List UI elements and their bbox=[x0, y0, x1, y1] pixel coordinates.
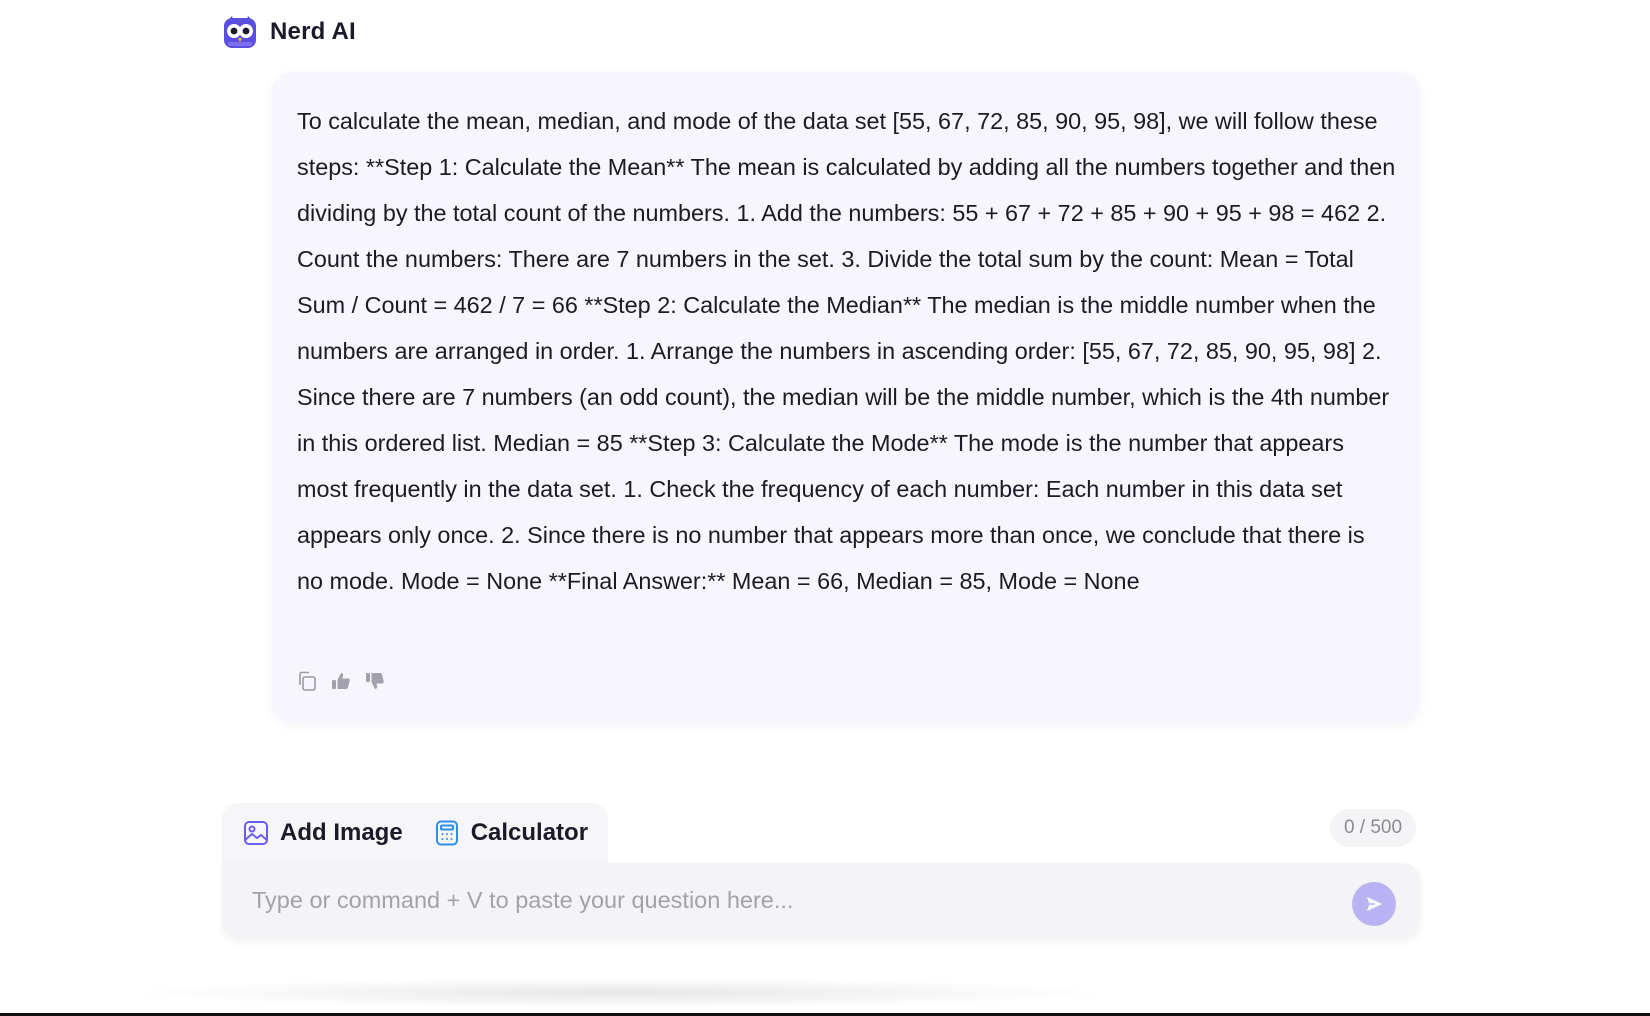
message-text: To calculate the mean, median, and mode of the data set [55, 67, 72, 85, 90, 95, 98], we will follow these steps: **Step 1: Calculate the Mean** The mean is calculated by adding all the numbers together and then dividing by the total count of the numbers. 1. Add the numbers: 55 + 67 + 72 + 85 + 90 + 95 + 98 = 462 2. Count the numbers: There are 7 numbers in the set. 3. Divide the total sum by the count: Mean = Total Sum / Count = 462 / 7 = 66 **Step 2: Calculate the Median** The median is the middle number when the numbers are arranged in order. 1. Arrange the numbers in ascending order: [55, 67, 72, 85, 90, 95, 98] 2. Since there are 7 numbers (an odd count), the median will be the middle number, which is the 4th number in this ordered list. Median = 85 **Step 3: Calculate the Mode** The mode is the number that appears most frequently in the data set. 1. Check the frequency of each number: Each number in this data set appears only once. 2. Since there is no number that appears more than once, we conclude that there is no mode. Mode = None **Final Answer:** Mean = 66, Median = 85, Mode = None bbox=[297, 108, 1396, 594]
send-icon bbox=[1363, 893, 1385, 915]
calculator-icon bbox=[433, 819, 461, 847]
bot-header bbox=[222, 14, 356, 50]
owl-avatar-icon bbox=[222, 14, 258, 50]
calculator-label: Calculator bbox=[470, 819, 589, 846]
image-icon bbox=[242, 819, 270, 847]
bot-name: Nerd AI bbox=[270, 18, 356, 45]
calculator-button[interactable] bbox=[433, 819, 588, 847]
window-shadow bbox=[130, 978, 1110, 1008]
character-counter: 0 / 500 bbox=[1330, 809, 1416, 847]
composer-toolbar bbox=[222, 803, 608, 863]
question-composer bbox=[222, 863, 1420, 939]
add-image-label: Add Image bbox=[280, 819, 403, 846]
thumbs-up-icon[interactable] bbox=[330, 670, 352, 692]
add-image-button[interactable] bbox=[242, 819, 403, 847]
question-input[interactable] bbox=[250, 877, 1334, 923]
assistant-message bbox=[272, 72, 1420, 724]
copy-icon[interactable] bbox=[296, 670, 318, 692]
thumbs-down-icon[interactable] bbox=[364, 670, 386, 692]
send-button[interactable] bbox=[1352, 882, 1396, 926]
message-actions bbox=[296, 670, 386, 692]
